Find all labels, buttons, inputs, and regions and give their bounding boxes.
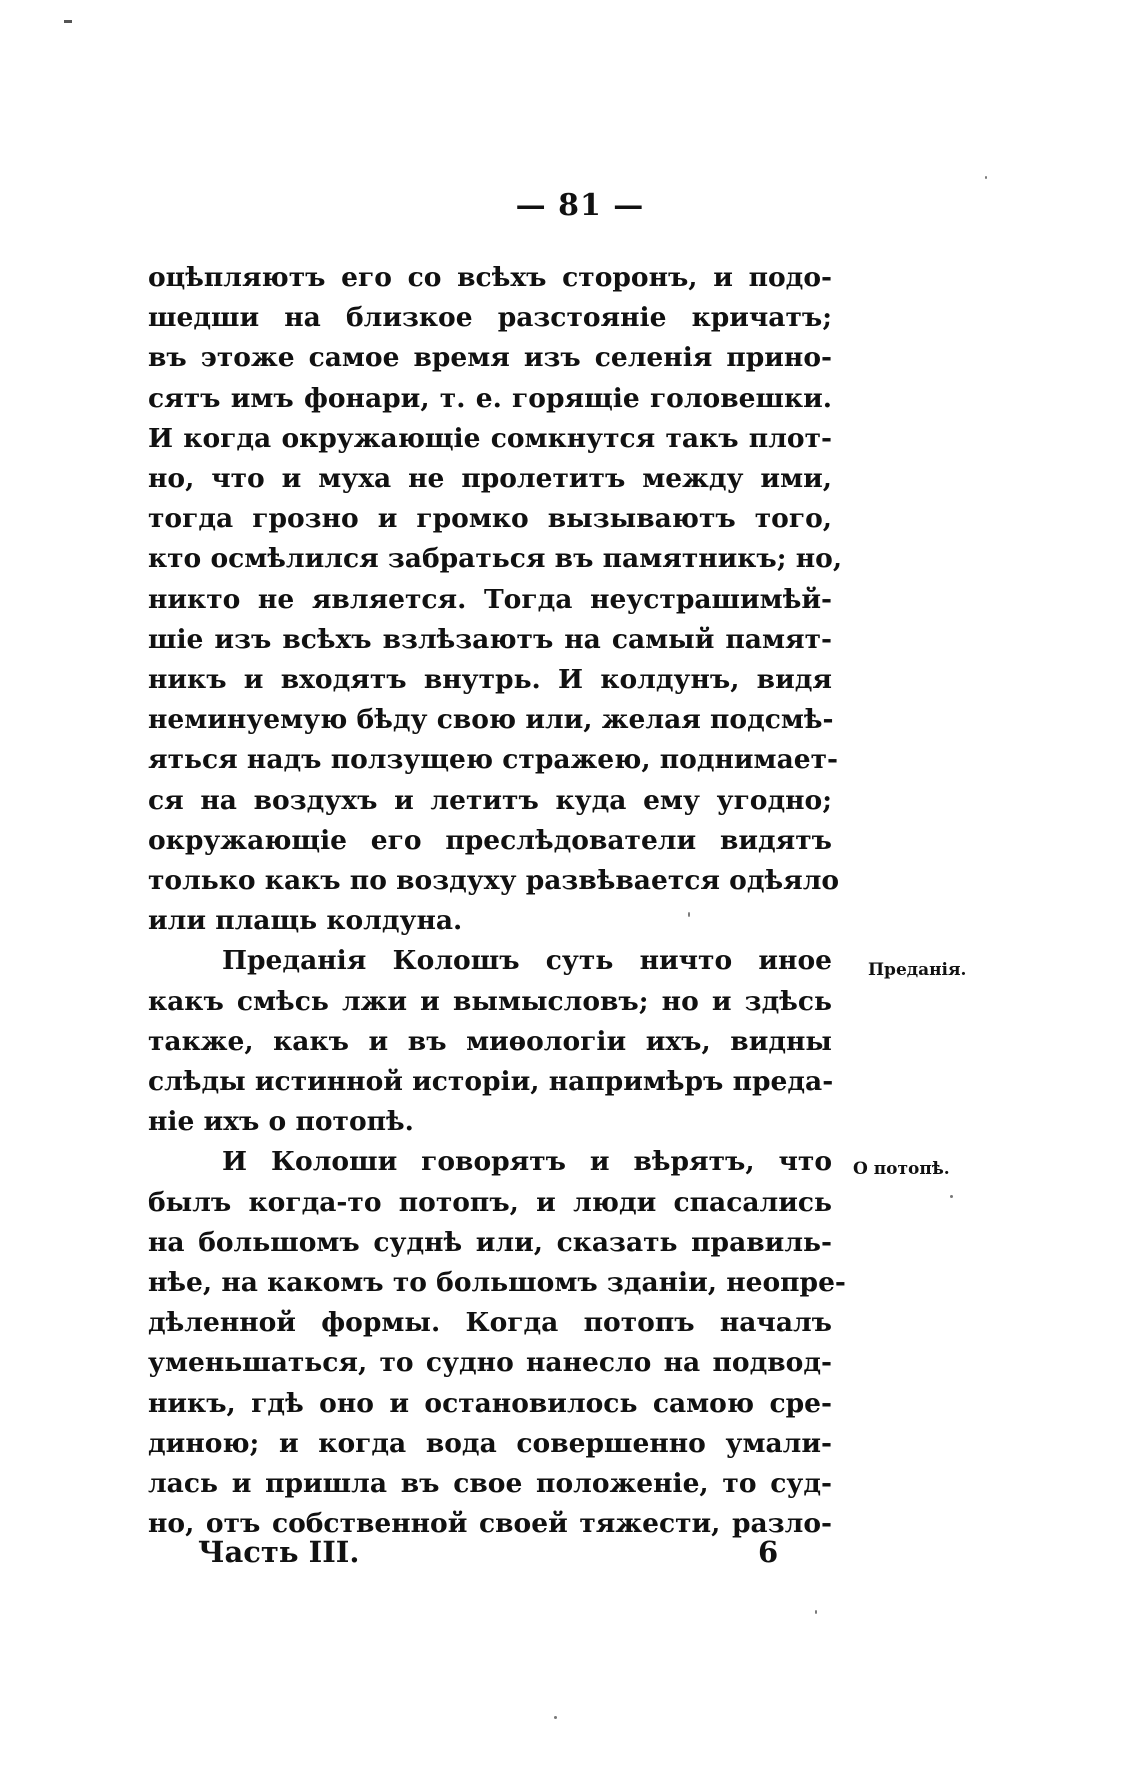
text-line: на большомъ суднѣ или, сказать правиль- [148, 1226, 832, 1258]
text-line: яться надъ ползущею стражею, поднимает- [148, 744, 839, 776]
text-line: только какъ по воздуху развѣвается одѣяло [148, 865, 840, 896]
text-line: также, какъ и въ миѳологіи ихъ, видны [148, 1025, 832, 1057]
text-line: окружающіе его преслѣдователи видятъ [148, 824, 832, 856]
scan-speck [950, 1195, 953, 1198]
text-line: диною; и когда вода совершенно умали- [148, 1427, 832, 1459]
text-line: въ этоже самое время изъ селенія прино- [148, 342, 832, 374]
scan-mark [64, 20, 72, 23]
text-line: ся на воздухъ и летитъ куда ему угодно; [148, 784, 832, 816]
scan-speck [985, 176, 987, 179]
text-line: какъ смѣсь лжи и вымысловъ; но и здѣсь [148, 985, 832, 1017]
text-line: былъ когда-то потопъ, и люди спасались [148, 1186, 832, 1218]
footer-part-label: Часть III. [198, 1535, 360, 1569]
page-number: — 81 — [515, 188, 645, 223]
text-line: тогда грозно и громко вызываютъ того, [148, 503, 832, 535]
scan-speck [815, 1610, 817, 1614]
text-line: сятъ имъ фонари, т. е. горящіе головешки. [148, 382, 832, 414]
scan-speck [688, 912, 690, 917]
text-line: оцѣпляютъ его со всѣхъ сторонъ, и подо- [148, 262, 832, 293]
text-line: никто не является. Тогда неустрашимѣй- [148, 583, 832, 615]
text-line: неминуемую бѣду свою или, желая подсмѣ- [148, 704, 834, 736]
text-line: И Колоши говорятъ и вѣрятъ, что [222, 1146, 832, 1178]
text-line: уменьшаться, то судно нанесло на подвод- [148, 1347, 832, 1379]
text-line: шіе изъ всѣхъ взлѣзаютъ на самый памят- [148, 623, 832, 655]
text-line: но, отъ собственной своей тяжести, разло- [148, 1508, 832, 1540]
text-line: дѣленной формы. Когда потопъ началъ [148, 1307, 832, 1339]
text-line: лась и пришла въ свое положеніе, то суд- [148, 1468, 832, 1499]
margin-note-traditions: Преданія. [868, 960, 967, 980]
text-line: слѣды истинной исторіи, напримѣръ преда- [148, 1066, 834, 1097]
text-line: Преданія Колошъ суть ничто иное [222, 945, 832, 977]
text-line: шедши на близкое разстояніе кричатъ; [148, 302, 832, 334]
text-line: никъ и входятъ внутрь. И колдунъ, видя [148, 664, 832, 695]
text-line: никъ, гдѣ оно и остановилось самою сре- [148, 1387, 832, 1419]
text-line: или плащь колдуна. [148, 905, 463, 937]
text-line: И когда окружающіе сомкнутся такъ плот- [148, 422, 832, 454]
text-line: но, что и муха не пролетитъ между ими, [148, 463, 832, 494]
text-line: нѣе, на какомъ то большомъ зданіи, неопре- [148, 1267, 846, 1298]
text-line: ніе ихъ о потопѣ. [148, 1106, 414, 1138]
scan-speck [554, 1716, 557, 1719]
text-line: кто осмѣлился забраться въ памятникъ; но, [148, 543, 843, 575]
margin-note-flood: О потопѣ. [853, 1159, 950, 1179]
footer-signature-mark: 6 [758, 1535, 779, 1569]
